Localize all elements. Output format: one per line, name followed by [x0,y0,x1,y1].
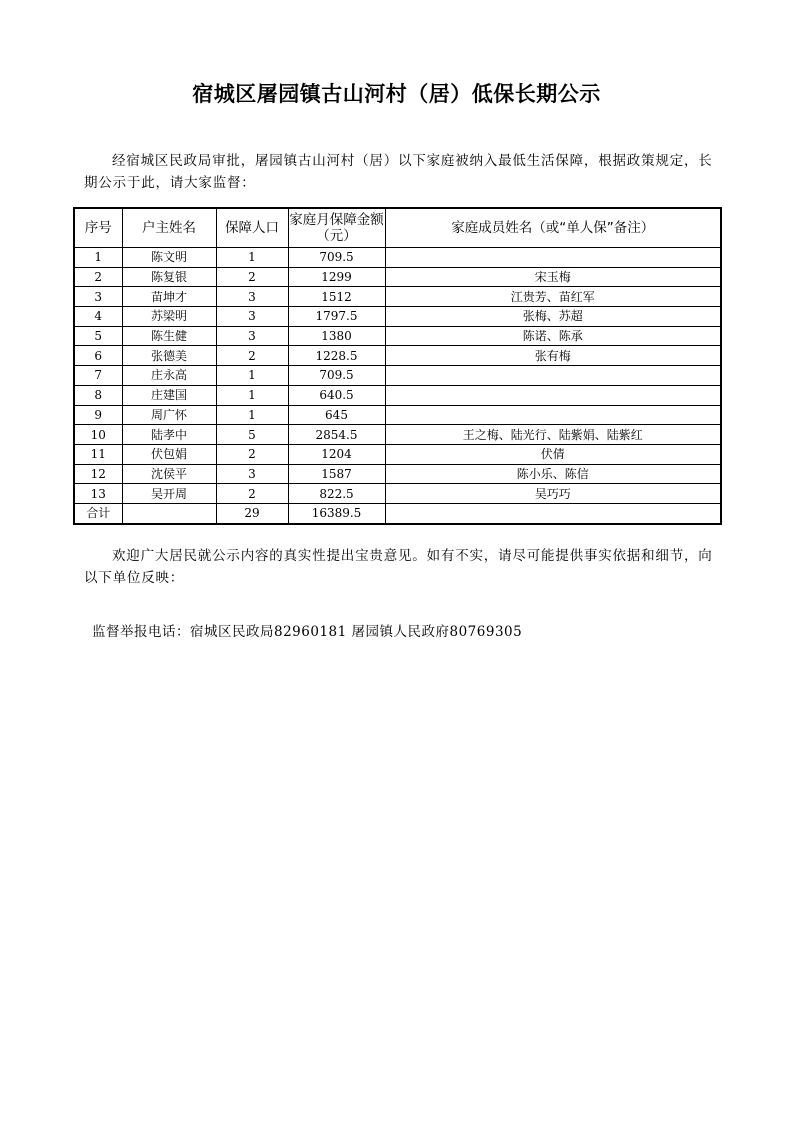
table-row [74,385,721,405]
cell-index: 13 [74,484,122,504]
cell-members: 张有梅 [385,346,721,366]
total-cell-amount: 16389.5 [288,503,385,523]
cell-members: 王之梅、陆光行、陆紫娟、陆紫红 [385,425,721,445]
cell-index: 4 [74,307,122,327]
cell-amount: 1299 [288,267,385,287]
cell-index: 7 [74,366,122,386]
cell-amount: 1228.5 [288,346,385,366]
cell-persons: 2 [216,267,288,287]
cell-householder: 苏梁明 [122,307,216,327]
table-row [74,366,721,386]
cell-householder: 苗坤才 [122,287,216,307]
cell-amount: 1512 [288,287,385,307]
cell-members: 陈小乐、陈信 [385,464,721,484]
cell-index: 8 [74,385,122,405]
table-row [74,267,721,287]
cell-persons: 1 [216,248,288,268]
cell-index: 10 [74,425,122,445]
cell-members: 吴巧巧 [385,484,721,504]
cell-householder: 庄永高 [122,366,216,386]
cell-householder: 陆孝中 [122,425,216,445]
cell-index: 3 [74,287,122,307]
cell-index: 5 [74,326,122,346]
table-row [74,405,721,425]
cell-amount: 822.5 [288,484,385,504]
cell-persons: 3 [216,287,288,307]
cell-index: 9 [74,405,122,425]
cell-persons: 1 [216,405,288,425]
cell-members: 伏倩 [385,444,721,464]
cell-amount: 1797.5 [288,307,385,327]
cell-persons: 3 [216,326,288,346]
table-row [74,307,721,327]
cell-index: 6 [74,346,122,366]
cell-householder: 伏包娟 [122,444,216,464]
cell-householder: 陈文明 [122,248,216,268]
cell-index: 12 [74,464,122,484]
cell-householder: 吴开周 [122,484,216,504]
total-cell-index: 合计 [74,503,122,523]
cell-members: 宋玉梅 [385,267,721,287]
total-cell-persons: 29 [216,503,288,523]
subsidy-table [73,207,722,525]
cell-amount: 1587 [288,464,385,484]
table-row [74,464,721,484]
table-header-row [74,208,721,248]
table-row [74,425,721,445]
intro-paragraph: 经宿城区民政局审批，屠园镇古山河村（居）以下家庭被纳入最低生活保障，根据政策规定，长期公示于此，请大家监督： [84,153,713,191]
cell-persons: 5 [216,425,288,445]
cell-index: 1 [74,248,122,268]
header-index: 序号 [74,208,122,248]
header-householder: 户主姓名 [122,208,216,248]
cell-index: 2 [74,267,122,287]
cell-persons: 2 [216,444,288,464]
cell-householder: 庄建国 [122,385,216,405]
cell-amount: 709.5 [288,248,385,268]
cell-members: 张梅、苏超 [385,307,721,327]
table-row [74,484,721,504]
hotline-text: 监督举报电话：宿城区民政局82960181 屠园镇人民政府80769305 [92,624,523,640]
cell-members [385,248,721,268]
cell-amount: 1204 [288,444,385,464]
cell-persons: 1 [216,366,288,386]
cell-householder: 陈生健 [122,326,216,346]
cell-members: 陈诺、陈承 [385,326,721,346]
cell-amount: 2854.5 [288,425,385,445]
cell-members [385,405,721,425]
cell-householder: 张德美 [122,346,216,366]
table-row [74,346,721,366]
page-title: 宿城区屠园镇古山河村（居）低保长期公示 [192,82,601,106]
cell-amount: 645 [288,405,385,425]
cell-members [385,366,721,386]
cell-persons: 3 [216,464,288,484]
closing-paragraph: 欢迎广大居民就公示内容的真实性提出宝贵意见。如有不实，请尽可能提供事实依据和细节，向以下单位反映： [84,548,713,586]
cell-amount: 709.5 [288,366,385,386]
table-row [74,444,721,464]
cell-amount: 1380 [288,326,385,346]
cell-index: 11 [74,444,122,464]
table-row [74,248,721,268]
header-amount: 家庭月保障金额（元） [288,208,385,248]
table-row [74,287,721,307]
total-cell-members [385,503,721,523]
cell-persons: 2 [216,346,288,366]
cell-householder: 陈复银 [122,267,216,287]
subsidy-table-container [73,207,720,525]
cell-persons: 1 [216,385,288,405]
cell-members: 江贵芳、苗红军 [385,287,721,307]
cell-members [385,385,721,405]
cell-persons: 3 [216,307,288,327]
cell-amount: 640.5 [288,385,385,405]
table-body [74,248,721,524]
cell-householder: 沈侯平 [122,464,216,484]
table-total-row [74,503,721,523]
header-persons: 保障人口 [216,208,288,248]
table-row [74,326,721,346]
cell-persons: 2 [216,484,288,504]
header-members: 家庭成员姓名（或“单人保”备注） [385,208,721,248]
cell-householder: 周广怀 [122,405,216,425]
total-cell-householder [122,503,216,523]
